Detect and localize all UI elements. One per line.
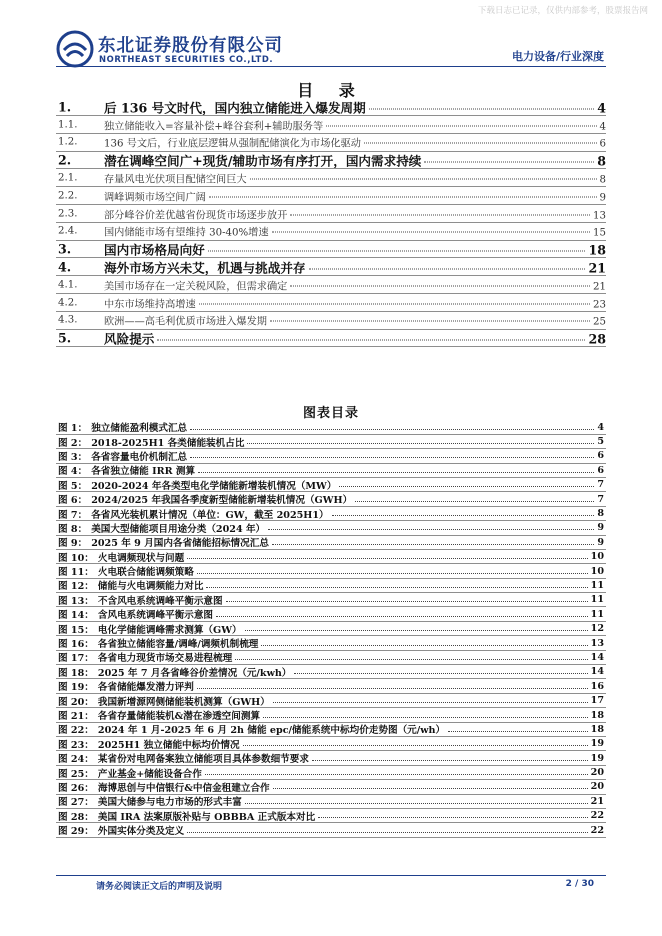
figure-title: 2025 年 7 月各省峰谷价差情况（元/kwh） bbox=[97, 667, 292, 679]
figure-page: 11 bbox=[590, 608, 604, 620]
figure-label: 图 5： bbox=[58, 480, 88, 492]
figure-title: 2024/2025 年我国各季度新型储能新增装机情况（GWH） bbox=[91, 495, 353, 507]
dot-leader bbox=[364, 143, 597, 144]
figure-label: 图 12： bbox=[58, 581, 94, 593]
toc-chapter-entry[interactable] bbox=[56, 240, 606, 258]
figure-label: 图 28： bbox=[58, 811, 94, 823]
figure-label: 图 2： bbox=[58, 437, 88, 449]
figure-label: 图 3： bbox=[58, 451, 88, 463]
dot-leader bbox=[209, 196, 597, 197]
dot-leader bbox=[272, 544, 594, 545]
figure-title: 某省份对电网备案独立储能项目具体参数细节要求 bbox=[97, 754, 309, 766]
figure-title: 独立储能盈利模式汇总 bbox=[91, 423, 188, 435]
toc-entry-number: 4. bbox=[58, 259, 72, 275]
toc-section-entry[interactable] bbox=[56, 205, 606, 223]
toc-section-entry[interactable] bbox=[56, 294, 606, 312]
toc-section-entry[interactable] bbox=[56, 223, 606, 241]
toc-entry-title: 独立储能收入=容量补偿+峰谷套利+辅助服务等 bbox=[104, 121, 324, 133]
figure-index-entry[interactable] bbox=[56, 823, 606, 837]
figure-index-entry[interactable] bbox=[56, 578, 606, 592]
dot-leader bbox=[294, 673, 587, 674]
toc-entry-title: 海外市场方兴未艾，机遇与挑战并存 bbox=[104, 260, 306, 276]
dot-leader bbox=[332, 515, 595, 516]
company-logo-icon bbox=[56, 30, 94, 68]
figure-title: 2018-2025H1 各类储能装机占比 bbox=[91, 437, 245, 449]
toc-entry-number: 1.2. bbox=[58, 136, 78, 148]
toc-entry-title: 部分峰谷价差优越省份现货市场逐步放开 bbox=[104, 210, 288, 222]
toc-entry-line bbox=[104, 329, 606, 348]
figure-label: 图 4： bbox=[58, 466, 88, 478]
figure-page: 7 bbox=[597, 479, 604, 491]
figure-index-entry[interactable] bbox=[56, 765, 606, 779]
dot-leader bbox=[312, 760, 588, 761]
figure-label: 图 29： bbox=[58, 826, 94, 838]
figure-index-entry[interactable] bbox=[56, 621, 606, 635]
figure-label: 图 11： bbox=[58, 567, 94, 579]
dot-leader bbox=[187, 832, 587, 833]
figure-index-entry[interactable] bbox=[56, 650, 606, 664]
figure-label: 图 17： bbox=[58, 653, 94, 665]
figure-label: 图 15： bbox=[58, 624, 94, 636]
toc-section-entry[interactable] bbox=[56, 134, 606, 152]
toc-entry-title: 欧洲——高毛利优质市场进入爆发期 bbox=[104, 316, 267, 328]
figure-index-entry[interactable] bbox=[56, 564, 606, 578]
toc-section-entry[interactable] bbox=[56, 276, 606, 294]
header-rule bbox=[56, 66, 606, 67]
figure-index-entry[interactable] bbox=[56, 809, 606, 823]
figure-label: 图 13： bbox=[58, 595, 94, 607]
figure-label: 图 1： bbox=[58, 423, 88, 435]
figure-index-entry[interactable] bbox=[56, 794, 606, 808]
dot-leader bbox=[216, 616, 588, 617]
toc-entry-page: 21 bbox=[593, 281, 606, 293]
dot-leader bbox=[206, 587, 587, 588]
figure-page: 9 bbox=[597, 536, 604, 548]
figure-title: 美国 IRA 法案原版补贴与 OBBBA 正式版本对比 bbox=[97, 811, 316, 823]
dot-leader bbox=[369, 108, 594, 109]
toc-section-entry[interactable] bbox=[56, 116, 606, 134]
toc-section-entry[interactable] bbox=[56, 187, 606, 205]
toc-entry-line bbox=[104, 295, 606, 310]
figure-title: 各省容量电价机制汇总 bbox=[91, 451, 188, 463]
figure-label: 图 8： bbox=[58, 523, 88, 535]
figure-page: 11 bbox=[590, 594, 604, 606]
figure-page: 18 bbox=[590, 709, 604, 721]
figure-title: 2025 年 9 月国内各省储能招标情况汇总 bbox=[91, 538, 269, 550]
dot-leader bbox=[198, 472, 594, 473]
figure-index-entry[interactable] bbox=[56, 708, 606, 722]
figure-label: 图 22： bbox=[58, 725, 94, 737]
toc-entry-page: 21 bbox=[588, 260, 606, 276]
toc-entry-page: 13 bbox=[593, 210, 606, 222]
toc-entry-page: 4 bbox=[597, 100, 606, 116]
toc-entry-line bbox=[104, 97, 606, 116]
dot-leader bbox=[318, 817, 587, 818]
toc-entry-number: 2.2. bbox=[58, 190, 78, 202]
figure-page: 16 bbox=[590, 680, 604, 692]
figure-page: 10 bbox=[590, 551, 604, 563]
figure-title: 各省独立储能 IRR 测算 bbox=[91, 466, 196, 478]
dot-leader bbox=[261, 645, 587, 646]
figure-label: 图 26： bbox=[58, 782, 94, 794]
dot-leader bbox=[199, 303, 590, 304]
toc-chapter-entry[interactable] bbox=[56, 98, 606, 116]
toc-entry-title: 调峰调频市场空间广阔 bbox=[104, 192, 206, 204]
toc-entry-line bbox=[104, 117, 606, 132]
figure-title: 各省独立储能容量/调峰/调频机制梳理 bbox=[97, 639, 259, 651]
figure-page: 7 bbox=[597, 493, 604, 505]
figure-index-entry[interactable] bbox=[56, 478, 606, 492]
figure-index-entry[interactable] bbox=[56, 751, 606, 765]
dot-leader bbox=[339, 486, 594, 487]
figure-label: 图 14： bbox=[58, 610, 94, 622]
toc-entry-page: 9 bbox=[599, 192, 606, 204]
figure-title: 火电调频现状与问题 bbox=[97, 552, 185, 564]
toc-entry-title: 风险提示 bbox=[104, 331, 155, 347]
dot-leader bbox=[263, 717, 588, 718]
figure-page: 21 bbox=[590, 795, 604, 807]
figure-title: 不含风电系统调峰平衡示意图 bbox=[97, 595, 223, 607]
figure-title: 各省风光装机累计情况（单位：GW，截至 2025H1） bbox=[91, 509, 329, 521]
toc-chapter-entry[interactable] bbox=[56, 329, 606, 347]
dot-leader bbox=[273, 788, 588, 789]
figure-title: 美国大型储能项目用途分类（2024 年） bbox=[91, 523, 266, 535]
toc-entry-page: 15 bbox=[593, 227, 606, 239]
toc-entry-line bbox=[104, 224, 606, 239]
toc-entry-title: 存量风电光伏项目配储空间巨大 bbox=[104, 174, 247, 186]
figure-page: 20 bbox=[590, 781, 604, 793]
toc-entry-line bbox=[104, 206, 606, 221]
toc-entry-line bbox=[104, 188, 606, 203]
figure-index bbox=[56, 420, 606, 837]
figure-row-rule bbox=[56, 837, 606, 838]
toc-entry-number: 2.3. bbox=[58, 208, 78, 220]
figure-label: 图 23： bbox=[58, 739, 94, 751]
footer-disclaimer: 请务必阅读正文后的声明及说明 bbox=[96, 882, 223, 892]
dot-leader bbox=[250, 179, 597, 180]
figure-page: 17 bbox=[590, 695, 604, 707]
figure-page: 14 bbox=[590, 666, 604, 678]
figure-title: 各省储能爆发潜力评判 bbox=[97, 682, 194, 694]
dot-leader bbox=[290, 214, 590, 215]
toc-entry-number: 1. bbox=[58, 99, 72, 115]
figure-page: 4 bbox=[597, 421, 604, 433]
figure-title: 2020-2024 年各类型电化学储能新增装机情况（MW） bbox=[91, 480, 337, 492]
figure-index-entry[interactable] bbox=[56, 679, 606, 693]
figure-title: 各省电力现货市场交易进程梳理 bbox=[97, 653, 233, 665]
figure-index-entry[interactable] bbox=[56, 737, 606, 751]
figure-index-entry[interactable] bbox=[56, 492, 606, 506]
toc-entry-page: 8 bbox=[599, 174, 606, 186]
toc-entry-line bbox=[104, 135, 606, 150]
dot-leader bbox=[424, 162, 594, 163]
toc-entry-page: 8 bbox=[597, 153, 606, 169]
figure-label: 图 10： bbox=[58, 552, 94, 564]
toc-entry-page: 23 bbox=[593, 299, 606, 311]
toc-entry-number: 4.2. bbox=[58, 297, 78, 309]
toc-entry-line bbox=[104, 313, 606, 328]
figure-index-entry[interactable] bbox=[56, 722, 606, 736]
toc-entry-page: 6 bbox=[599, 138, 606, 150]
figure-page: 10 bbox=[590, 565, 604, 577]
figure-title: 外国实体分类及定义 bbox=[97, 826, 185, 838]
dot-leader bbox=[309, 269, 586, 270]
toc-entry-line bbox=[104, 171, 606, 186]
toc-entry-line bbox=[104, 258, 606, 277]
toc-entry-title: 潜在调峰空间广+现货/辅助市场有序打开，国内需求持续 bbox=[104, 153, 422, 169]
dot-leader bbox=[247, 443, 594, 444]
figure-index-entry[interactable] bbox=[56, 535, 606, 549]
company-name-cn: 东北证券股份有限公司 bbox=[98, 36, 283, 56]
figure-index-entry[interactable] bbox=[56, 693, 606, 707]
toc-entry-number: 4.1. bbox=[58, 279, 78, 291]
figure-label: 图 16： bbox=[58, 639, 94, 651]
table-of-contents bbox=[56, 98, 606, 347]
dot-leader bbox=[272, 232, 590, 233]
figure-page: 9 bbox=[597, 522, 604, 534]
figure-title: 2024 年 1 月-2025 年 6 月 2h 储能 epc/储能系统中标均价走势图（元/wh） bbox=[97, 725, 446, 737]
figure-title: 2025H1 独立储能中标均价情况 bbox=[97, 739, 240, 751]
figure-index-entry[interactable] bbox=[56, 665, 606, 679]
toc-entry-number: 3. bbox=[58, 241, 72, 257]
figure-label: 图 24： bbox=[58, 754, 94, 766]
figure-page: 22 bbox=[590, 824, 604, 836]
figure-index-entry[interactable] bbox=[56, 550, 606, 564]
figure-page: 8 bbox=[597, 508, 604, 520]
dot-leader bbox=[355, 501, 594, 502]
dot-leader bbox=[268, 529, 594, 530]
figure-index-entry[interactable] bbox=[56, 607, 606, 621]
figure-index-entry[interactable] bbox=[56, 521, 606, 535]
dot-leader bbox=[245, 803, 588, 804]
figure-title: 各省存量储能装机&潜在渗透空间测算 bbox=[97, 711, 261, 722]
document-category: 电力设备/行业深度 bbox=[511, 50, 604, 63]
toc-entry-title: 136 号文后，行业底层逻辑从强制配储演化为市场化驱动 bbox=[104, 138, 361, 150]
dot-leader bbox=[273, 702, 588, 703]
toc-section-entry[interactable] bbox=[56, 169, 606, 187]
toc-entry-number: 4.3. bbox=[58, 314, 78, 326]
figure-page: 13 bbox=[590, 637, 604, 649]
toc-entry-line bbox=[104, 277, 606, 292]
toc-entry-title: 美国市场存在一定关税风险，但需求确定 bbox=[104, 281, 288, 293]
dot-leader bbox=[290, 285, 590, 286]
toc-entry-number: 1.1. bbox=[58, 119, 78, 131]
toc-entry-page: 18 bbox=[588, 242, 606, 258]
dot-leader bbox=[245, 630, 588, 631]
company-logo bbox=[56, 30, 306, 70]
toc-entry-number: 2.4. bbox=[58, 225, 78, 237]
dot-leader bbox=[235, 659, 587, 660]
figure-index-entry[interactable] bbox=[56, 434, 606, 448]
figure-index-entry[interactable] bbox=[56, 593, 606, 607]
figure-label: 图 21： bbox=[58, 711, 94, 722]
dot-leader bbox=[326, 125, 596, 126]
toc-entry-page: 25 bbox=[593, 316, 606, 328]
toc-entry-number: 2.1. bbox=[58, 172, 78, 184]
figure-index-title: 图表目录 bbox=[302, 406, 359, 421]
figure-index-entry[interactable] bbox=[56, 506, 606, 520]
toc-section-entry[interactable] bbox=[56, 312, 606, 330]
dot-leader bbox=[448, 731, 588, 732]
figure-label: 图 20： bbox=[58, 696, 94, 708]
toc-entry-page: 4 bbox=[599, 121, 606, 133]
toc-entry-line bbox=[104, 151, 606, 170]
dot-leader bbox=[226, 601, 588, 602]
toc-entry-title: 国内市场格局向好 bbox=[104, 242, 205, 258]
figure-page: 18 bbox=[590, 723, 604, 735]
figure-label: 图 7： bbox=[58, 509, 88, 521]
toc-entry-title: 中东市场维持高增速 bbox=[104, 299, 196, 311]
toc-entry-title: 后 136 号文时代，国内独立储能进入爆发周期 bbox=[104, 100, 366, 116]
figure-label: 图 18： bbox=[58, 667, 94, 679]
figure-title: 美国大储参与电力市场的形式丰富 bbox=[97, 797, 242, 809]
figure-index-entry[interactable] bbox=[56, 463, 606, 477]
dot-leader bbox=[270, 321, 590, 322]
figure-index-entry[interactable] bbox=[56, 449, 606, 463]
figure-title: 含风电系统调峰平衡示意图 bbox=[97, 610, 214, 622]
figure-page: 14 bbox=[590, 651, 604, 663]
watermark: 下载日志已记录，仅供内部参考，股票报告网 bbox=[477, 6, 648, 16]
figure-title: 火电联合储能调频策略 bbox=[97, 567, 194, 579]
toc-entry-page: 28 bbox=[588, 331, 606, 347]
figure-label: 图 27： bbox=[58, 797, 94, 809]
toc-entry-line bbox=[104, 240, 606, 259]
figure-index-entry[interactable] bbox=[56, 636, 606, 650]
figure-title: 产业基金+储能设备合作 bbox=[97, 768, 202, 780]
figure-page: 19 bbox=[590, 738, 604, 750]
figure-page: 11 bbox=[590, 579, 604, 591]
toc-entry-number: 2. bbox=[58, 152, 72, 168]
figure-title: 我国新增源网侧储能装机测算（GWH） bbox=[97, 696, 270, 708]
dot-leader bbox=[205, 774, 588, 775]
dot-leader bbox=[190, 429, 594, 430]
company-name-en: NORTHEAST SECURITIES CO.,LTD. bbox=[99, 54, 274, 64]
dot-leader bbox=[190, 457, 594, 458]
dot-leader bbox=[197, 688, 588, 689]
figure-index-entry[interactable] bbox=[56, 420, 606, 434]
figure-page: 12 bbox=[590, 623, 604, 635]
dot-leader bbox=[157, 340, 585, 341]
toc-chapter-entry[interactable] bbox=[56, 151, 606, 169]
figure-page: 6 bbox=[597, 464, 604, 476]
figure-page: 20 bbox=[590, 767, 604, 779]
figure-title: 海博思创与中信银行&中信金租建立合作 bbox=[97, 782, 270, 794]
figure-index-entry[interactable] bbox=[56, 780, 606, 794]
toc-title: 目 录 bbox=[297, 81, 365, 100]
figure-page: 6 bbox=[597, 450, 604, 462]
figure-page: 22 bbox=[590, 810, 604, 822]
figure-page: 5 bbox=[597, 436, 604, 448]
figure-label: 图 9： bbox=[58, 538, 88, 550]
dot-leader bbox=[187, 558, 587, 559]
figure-label: 图 19： bbox=[58, 682, 94, 694]
figure-label: 图 6： bbox=[58, 495, 88, 507]
figure-title: 电化学储能调峰需求测算（GW） bbox=[97, 624, 242, 636]
toc-row-rule bbox=[56, 346, 606, 347]
figure-title: 储能与火电调频能力对比 bbox=[97, 581, 204, 593]
footer-rule bbox=[56, 875, 606, 876]
figure-page: 19 bbox=[590, 752, 604, 764]
page-indicator: 2 / 30 bbox=[565, 879, 594, 889]
dot-leader bbox=[243, 745, 588, 746]
toc-chapter-entry[interactable] bbox=[56, 258, 606, 276]
dot-leader bbox=[197, 573, 588, 574]
toc-entry-title: 国内储能市场有望维持 30-40%增速 bbox=[104, 227, 269, 239]
figure-label: 图 25： bbox=[58, 768, 94, 780]
toc-entry-number: 5. bbox=[58, 330, 72, 346]
dot-leader bbox=[208, 251, 586, 252]
